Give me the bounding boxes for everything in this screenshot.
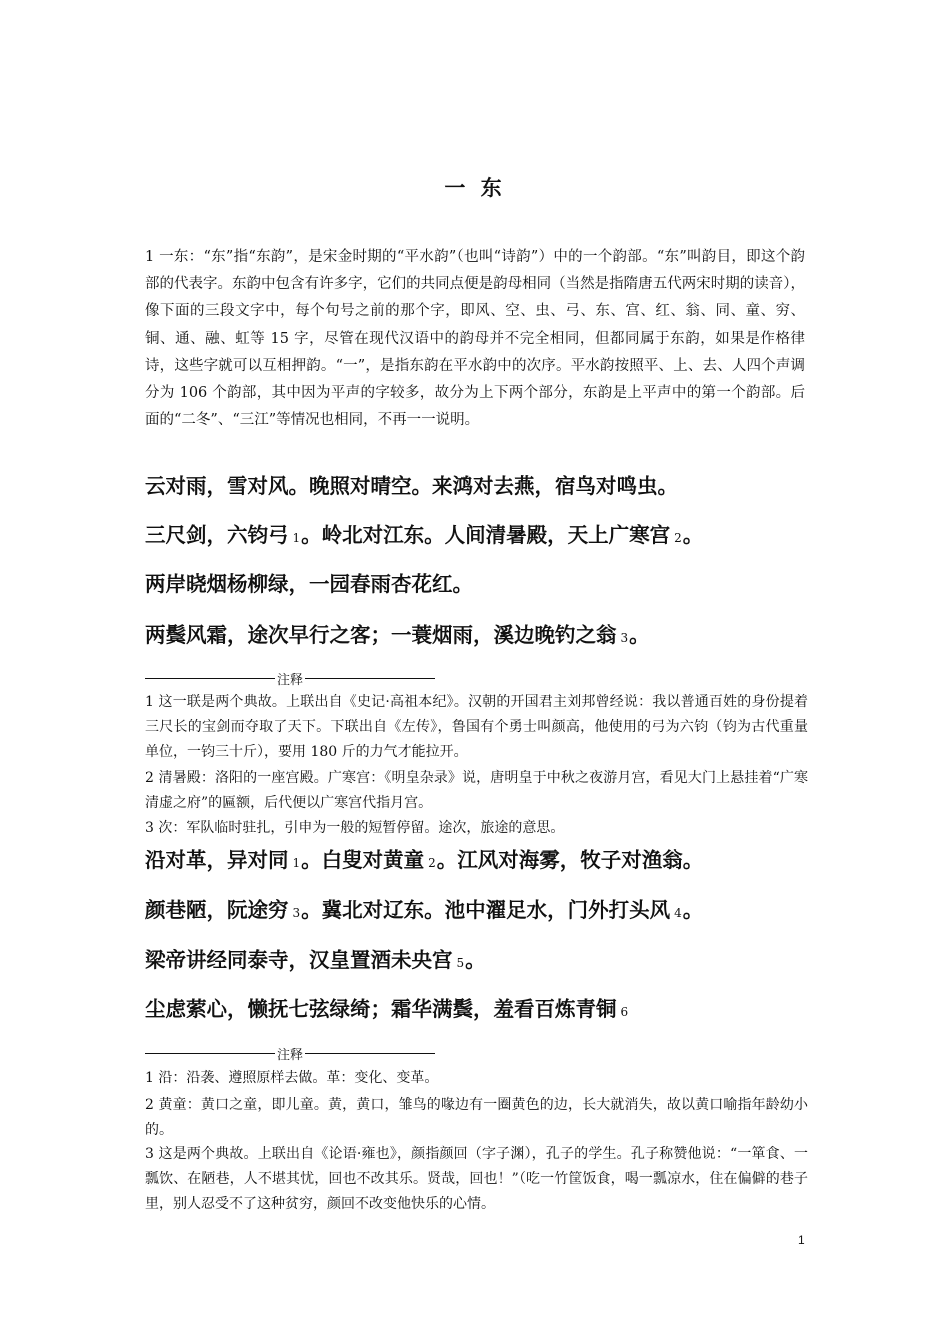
- footnote-ref: 2: [428, 856, 436, 870]
- intro-paragraph: 1 一东：“东”指“东韵”，是宋金时期的“平水韵”（也叫“诗韵”）中的一个韵部。“东”叫韵目，即这个韵部的代表字。东韵中包含有许多字，它们的共同点便是韵母相同（当然是指隋唐五代两宋时期的读音），像下面的三段文字中，每个句号之前的那个字，即风、空、虫、弓、东、宫、红、翁、同、童、穷、铜、通、融、虹等 15 字，尽管在现代汉语中的韵母并不完全相同，但都同属于东韵，如果是作格律诗，这些字就可以互相押韵。“一”，是指东韵在平水韵中的次序。平水韵按照平、上、去、人四个声调分为 106 个韵部，其中因为平声的字较多，故分为上下两个部分，东韵是上平声中的第一个韵部。后面的“二冬”、“三江”等情况也相同，不再一一说明。: [145, 249, 805, 429]
- footnote: 1 这一联是两个典故。上联出自《史记·高祖本纪》。汉朝的开国君主刘邦曾经说：我以普通百姓的身份提着三尺长的宝剑而夺取了天下。下联出自《左传》，鲁国有个勇士叫颜高，他使用的弓为六钧（钧为古代重量单位，一钧三十斤），要用 180 斤的力气才能拉开。: [145, 694, 808, 761]
- footnote-ref: 3: [620, 631, 629, 645]
- divider-line: [145, 678, 275, 679]
- footnote: 2 清暑殿：洛阳的一座宫殿。广寒宫：《明皇杂录》说，唐明皇于中秋之夜游月宫，看见大门上悬挂着“广寒清虚之府”的匾额，后代便以广寒宫代指月宫。: [145, 770, 808, 812]
- footnote: 3 这是两个典故。上联出自《论语·雍也》，颜指颜回（字子渊），孔子的学生。孔子称赞他说：“一箪食、一瓢饮、在陋巷，人不堪其忧，回也不改其乐。贤哉，回也！”（吃一竹筐饭食，喝一瓢凉水，住在偏僻的巷子里，别人忍受不了这种贫穷，颜回不改变他快乐的心情。: [145, 1146, 808, 1213]
- verse-line: 两鬓风霜，途次早行之客；一蓑烟雨，溪边晚钓之翁 3。: [145, 623, 650, 647]
- verse-line: 颜巷陋，阮途穷 3。冀北对辽东。池中濯足水，门外打头风 4。: [145, 898, 704, 922]
- divider-line: [305, 678, 435, 679]
- footnote-ref: 3: [292, 906, 301, 920]
- verse-line: 云对雨，雪对风。晚照对晴空。来鸿对去燕，宿鸟对鸣虫。: [145, 474, 678, 498]
- verse-line: 沿对革，异对同 1。白叟对黄童 2。江风对海雾，牧子对渔翁。: [145, 848, 704, 872]
- footnote-ref: 6: [620, 1005, 629, 1019]
- divider-line: [145, 1053, 275, 1054]
- footnote-ref: 5: [456, 956, 465, 970]
- footnote: 1 沿：沿袭、遵照原样去做。革：变化、变革。: [145, 1070, 439, 1086]
- footnote-ref: 1: [292, 856, 301, 870]
- footnote-ref: 4: [674, 906, 682, 920]
- page-number: 1: [798, 1233, 805, 1247]
- footnote-ref: 2: [674, 531, 682, 545]
- footnote: 3 次：军队临时驻扎，引申为一般的短暂停留。途次，旅途的意思。: [145, 820, 565, 836]
- notes-divider: [145, 1044, 435, 1063]
- footnote: 2 黄童：黄口之童，即儿童。黄，黄口，雏鸟的喙边有一圈黄色的边，长大就消失，故以黄口喻指年龄幼小的。: [145, 1097, 808, 1139]
- verse-line: 两岸晓烟杨柳绿，一园春雨杏花红。: [145, 572, 473, 596]
- footnote-ref: 1: [292, 531, 301, 545]
- verse-line: 尘虑萦心，懒抚七弦绿绮；霜华满鬓，羞看百炼青铜 6: [145, 997, 629, 1021]
- notes-label: 注释: [277, 673, 304, 688]
- notes-divider: [145, 669, 435, 688]
- page-title: 一 东: [444, 175, 506, 200]
- verse-line: 梁帝讲经同泰寺，汉皇置酒未央宫 5。: [145, 948, 486, 972]
- notes-label: 注释: [277, 1048, 304, 1063]
- divider-line: [305, 1053, 435, 1054]
- verse-line: 三尺剑，六钧弓 1。岭北对江东。人间清暑殿，天上广寒宫 2。: [145, 523, 704, 547]
